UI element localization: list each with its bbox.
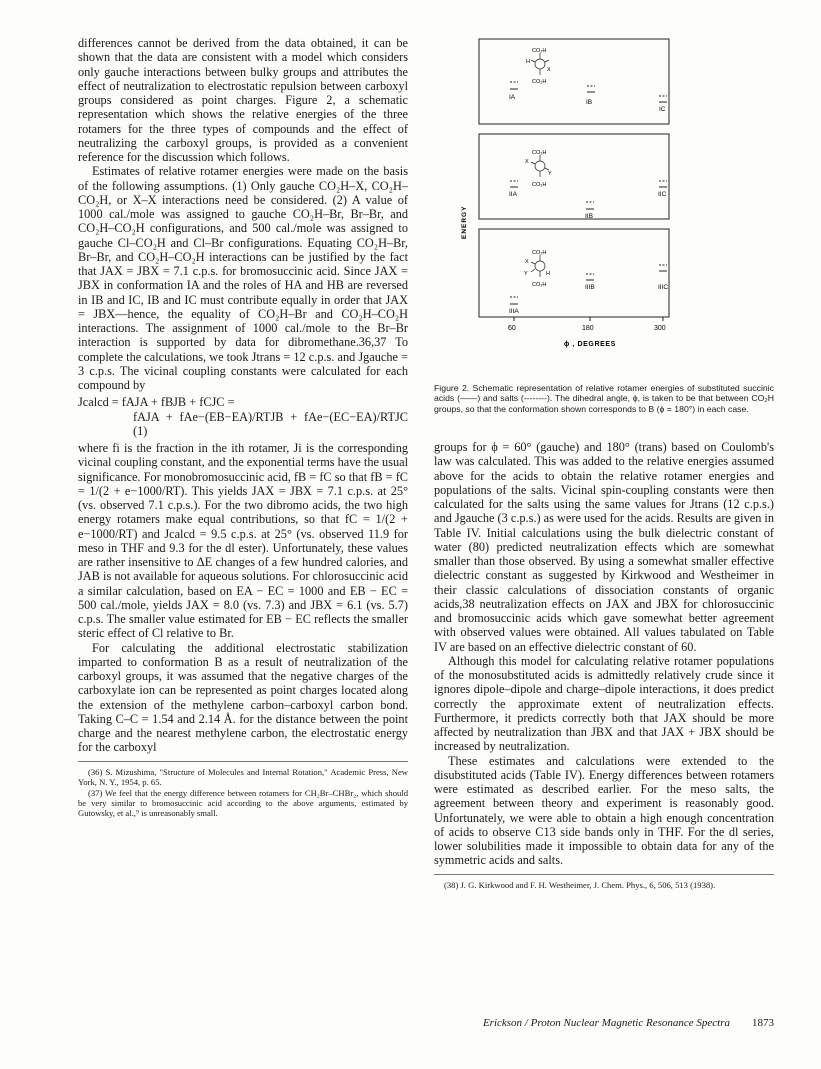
label-IIIB: IIIB bbox=[585, 284, 595, 291]
x-axis-ticks bbox=[514, 317, 663, 321]
footnotes bbox=[78, 761, 408, 818]
right-column bbox=[434, 440, 774, 891]
label-IIIC: IIIC bbox=[658, 284, 669, 291]
struct-label: CO₂H bbox=[532, 282, 547, 288]
newman-projection-III bbox=[531, 255, 545, 277]
equation-line: fAJA + fAe−(EB−EA)/RTJB + fAe−(EC−EA)/RTJC (1) bbox=[133, 409, 408, 438]
footnote: (36) S. Mizushima, "Structure of Molecules and Internal Rotation," Academic Press, New York, N. Y., 1954, p. 65. bbox=[78, 766, 408, 787]
paragraph: These estimates and calculations were extended to the disubstituted acids (Table IV). Energy differences between rotamers were estimated as described earlier. For the meso salts, the agreement between theory and experiment is reasonably good. Unfortunately, we were able to obtain a high enough concentration of acids to observe C13 side bands only in THF. For the dl series, lower solubilities made it impossible to obtain data for any of the symmetric acids and salts. bbox=[434, 753, 774, 868]
energy-diagram bbox=[434, 34, 774, 379]
y-axis-label: ENERGY bbox=[461, 205, 468, 239]
running-title: Erickson / Proton Nuclear Magnetic Resonance Spectra bbox=[482, 1017, 730, 1029]
footnote: (38) J. G. Kirkwood and F. H. Westheimer, J. Chem. Phys., 6, 506, 513 (1938). bbox=[444, 879, 716, 890]
struct-label: CO₂H bbox=[532, 150, 547, 156]
equation-1 bbox=[78, 395, 408, 438]
struct-label: Y bbox=[548, 171, 552, 177]
panel-3-frame bbox=[479, 229, 669, 317]
struct-label: H bbox=[526, 59, 530, 65]
x-tick-label: 60 bbox=[508, 325, 516, 332]
x-tick-label: 300 bbox=[654, 325, 666, 332]
label-IIB: IIB bbox=[585, 213, 593, 220]
struct-label: CO₂H bbox=[532, 182, 547, 188]
paragraph: where fi is the fraction in the ith rotamer, Ji is the corresponding vicinal coupling constant, and the exponential terms have the usual significance. For monobromosuccinic acid, fB = fC so that fB = fC = 1/(2 + e−1000/RT). This yields JAX = JBX = 7.1 c.p.s. at 25° (vs. observed 7.1 c.p.s.). For the two dibromo acids, the two high energy rotamers make equal contributions, so that fC = 1/(2 + e−1000/RT) and Jcalcd = 9.5 c.p.s. at 25° (vs. observed 11.9 for meso in THF and 9.3 for the dl ester). Unfortunately, these values are rather insensitive to ΔE changes of a few hundred calories, and JAB is not available for aqueous solutions. For chlorosuccinic acid a similar calculation, based on EA − EC = 1000 and EB − EC = 500 cal./mole, yields JAX = 8.0 (vs. 7.3) and JBX = 6.1 (vs. 5.7) c.p.s. The smaller value estimated for EB − EC reflects the smaller steric effect of Cl relative to Br. bbox=[78, 441, 408, 641]
struct-label: H bbox=[546, 271, 550, 277]
label-IIC: IIC bbox=[658, 191, 667, 198]
page-number: 1873 bbox=[752, 1017, 774, 1029]
left-column bbox=[78, 36, 408, 819]
panel-1-frame bbox=[479, 39, 669, 124]
paragraph: Although this model for calculating relative rotamer populations of the monosubstituted acids is admittedly relatively crude since it ignores dipole–dipole and charge–dipole interactions, it does predict correctly the approximate extent of neutralization effects. Furthermore, it predicts correctly both that JAX should be more affected by neutralization than JBX and that JAX + JBX should be increased by neutralization. bbox=[434, 653, 774, 754]
x-axis-label: ϕ , DEGREES bbox=[564, 341, 616, 348]
paragraph: groups for ϕ = 60° (gauche) and 180° (trans) based on Coulomb's law was calculated. This was added to the relative energies assumed above for the acids to obtain the relative rotamer energies and populations of the salts. Vicinal spin-coupling constants were then calculated for the salts using the same values for Jtrans (12 c.p.s.) and Jgauche (3 c.p.s.) as were used for the acids. Results are given in Table IV. Initial calculations using the bulk dielectric constant of water (80) predicted neutralization effects which are somewhat smaller than those observed. By using a somewhat smaller effective dielectric constant as suggested by Kirkwood and Westheimer in their classic calculations of dissociation constants of organic acids,38 neutralization effects on JAX and JBX for chlorosuccinic and bromosuccinic acids which gave somewhat better agreement with observed values were obtained. All values tabulated on Table IV are based on an effective dielectric constant of 60. bbox=[434, 440, 774, 654]
paragraph: For calculating the additional electrostatic stabilization imparted to conformation B as a result of neutralization of the carboxyl groups, it was assumed that the negative charges of the carboxylate ion can be represented as point charges located along the extension of the methylene carbon–carboxyl carbon bond. Taking C–C = 1.54 and 2.14 Å. for the distance between the point charge and the nearest methylene carbon, the electrostatic energy for the carboxyl bbox=[78, 640, 408, 755]
label-IIA: IIA bbox=[509, 191, 517, 198]
struct-label: CO₂H bbox=[532, 250, 547, 256]
footnote: (37) We feel that the energy difference between rotamers for CH₂Br–CHBr₂, which should be very similar to bromosuccinic acid according to the above arguments, estimated by Gutowsky, et al.,⁹ is unreasonably small. bbox=[78, 787, 408, 818]
paragraph: Estimates of relative rotamer energies were made on the basis of the following assumptions. (1) Only gauche CO₂H–X, CO₂H–CO₂H, or X–X interactions need be considered. (2) A value of 1000 cal./mole was assigned to gauche CO₂H–Br, Br–Br, and CO₂H–CO₂H configurations, and 500 cal./mole was assigned to gauche Cl–CO₂H and Cl–Br configurations. Equating CO₂H–Br, Br–Br, and CO₂H–CO₂H interactions can be justified by the fact that JAX = JBX = 7.1 c.p.s. for bromosuccinic acid. Since JAX = JBX in conformation IA and the roles of HA and HB are reversed in IB and IC, IB and IC must contribute equally in order that JAX = JBX—hence, the equality of CO₂H–Br and CO₂H–CO₂H interactions. The assignment of 1000 cal./mole to the Br–Br interaction is supported by data for dibromethane.36,37 To complete the calculations, we took Jtrans = 12 c.p.s. and Jgauche = 3 c.p.s. The vicinal coupling constants were calculated for each compound by bbox=[78, 164, 408, 392]
panel-2-frame bbox=[479, 134, 669, 219]
struct-label: X bbox=[525, 159, 529, 165]
paragraph: differences cannot be derived from the data obtained, it can be shown that the data are consistent with a model which considers only gauche interactions between bulky groups and attributes the effect of neutralization to electrostatic repulsion between carboxyl groups considered as point charges. Figure 2, a schematic representation which shows the relative energies of the three rotamers for the three types of compounds and the effect of neutralizing the carboxyl groups, is provided as a convenient reference for the discussion which follows. bbox=[78, 36, 408, 164]
equation-line: Jcalcd = fAJA + fBJB + fCJC = bbox=[78, 395, 235, 410]
label-IIIA: IIIA bbox=[509, 308, 519, 315]
struct-label: Y bbox=[524, 271, 528, 277]
figure-caption: Figure 2. Schematic representation of relative rotamer energies of substituted succinic acids (——) and salts (--------). The dihedral angle, ϕ, is taken to be that between CO₂H groups, so that the conformation shown corresponds to B (ϕ = 180°) in each case. bbox=[434, 383, 774, 414]
label-IA: IA bbox=[509, 94, 516, 101]
label-IB: IB bbox=[586, 99, 593, 106]
struct-label: X bbox=[525, 259, 529, 265]
struct-label: X bbox=[547, 67, 551, 73]
newman-projection-II bbox=[531, 155, 549, 177]
x-tick-label: 180 bbox=[582, 325, 594, 332]
struct-label: CO₂H bbox=[532, 79, 547, 85]
label-IC: IC bbox=[659, 106, 666, 113]
struct-label: CO₂H bbox=[532, 48, 547, 54]
running-footer bbox=[434, 1017, 774, 1029]
figure-2 bbox=[434, 34, 774, 379]
footnotes bbox=[434, 874, 774, 890]
